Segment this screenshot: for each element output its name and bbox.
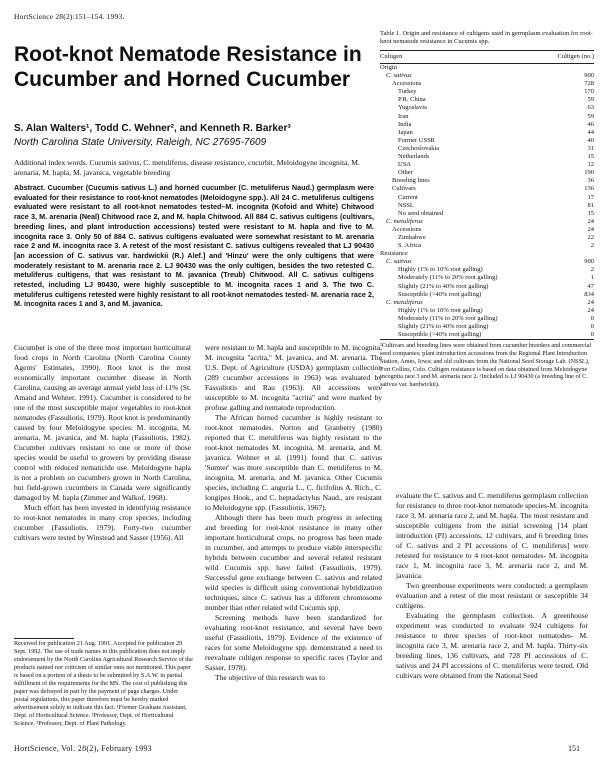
table-cell-value: 24 — [587, 217, 594, 225]
table-row — [380, 72, 594, 80]
table-row — [380, 137, 594, 145]
table-row — [380, 250, 594, 258]
table-cell-label: USA — [398, 161, 412, 169]
table-cell-label: C. metuliferus — [386, 217, 423, 225]
table-cell-label: Moderately (11% to 20% root galling) — [398, 274, 498, 282]
table-cell-label: Current — [398, 193, 418, 201]
table-row — [380, 64, 594, 72]
table-cell-value: 44 — [587, 128, 594, 136]
table-cell-label: India — [398, 120, 412, 128]
table-cell-value: 12 — [587, 161, 594, 169]
table-cell-value: 170 — [584, 88, 594, 96]
table-row — [380, 283, 594, 291]
table-cell-label: Yugoslavia — [398, 104, 427, 112]
table-row — [380, 194, 594, 202]
table-row — [380, 153, 594, 161]
table-cell-value: 190 — [584, 169, 594, 177]
author-list: S. Alan Walters¹, Todd C. Wehner², and Kenneth R. Barker³ — [14, 123, 291, 134]
table-cell-value: 2 — [590, 242, 594, 250]
table-cell-label: Origin — [380, 64, 397, 71]
table-row — [380, 234, 594, 242]
paragraph: The objective of this research was to — [215, 673, 325, 682]
table-1 — [380, 30, 594, 389]
table-cell-value: 0 — [590, 331, 594, 339]
table-cell-label: Other — [398, 169, 413, 177]
table-row — [380, 291, 594, 299]
paragraph: Two greenhouse experiments were conducted: a germplasm evaluation and a retest of the most resistant or susceptible 34 cultigens. — [396, 581, 588, 610]
table-row — [380, 258, 594, 266]
table-cell-label: No seed obtained — [398, 209, 444, 217]
article-title: Root-knot Nematode Resistance in Cucumber and Horned Cucumber — [14, 43, 362, 91]
footnotes: Received for publication 21 Aug. 1991. Accepted for publication 29 Sept. 1992. The use of trade names in this publication does not imply endorsement by the North Carolina Agricultural Research Service of the products named nor criticism of similar ones not mentioned. This paper is based on a portion of a thesis to be submitted by S.A.W. in partial fulfillment of the requirements for the MS. The cost of publishing this paper was defrayed in part by the payment of page charges. Under postal regulations, this paper therefore must be hereby marked advertisement solely to indicate this fact. ¹Former Graduate Assistant, Dept. of Horticultural Science. ²Professor, Dept. of Horticultural Science. ³Professor, Dept. of Plant Pathology. — [14, 640, 193, 727]
table-row — [380, 226, 594, 234]
table-cell-value: 22 — [587, 233, 594, 241]
paragraph: were resistant to M. hapla and susceptible to M. incognita, M. incognita "acrita," M. javanica, and M. arenaria. The U.S. Dept. of Agriculture (USDA) germplasm collection (289 cucumber accessions in 1963) was evaluated by Fassuliotis and Rau (1963). All accessions were susceptible to M. incognita "acrita" and were marked by profuse galling and nematode reproduction. — [205, 343, 382, 412]
table-cell-value: 24 — [587, 306, 594, 314]
paragraph: evaluate the C. sativus and C. metuliferus germplasm collection for resistance to three root-knot nematode species-M. incognita race 3, M. arenaria race 2, and M. hapla. The most resistant and susceptible cultigens from the initial screening [14 plant introduction (PI) accessions, 12 cultivars, and 6 breeding lines of C. sativus and 2 PI accessions of C. metuliferus] were retested for resistance to 4 root-knot nematodes- M. incognita race 1, M. incognita race 3, M. arenaria race 2, and M. javanica. — [396, 491, 588, 580]
table-cell-label: Turkey — [398, 88, 417, 96]
abstract: Abstract. Cucumber (Cucumis sativus L.) and horned cucumber (C. metuliferus Naud.) germplasm were evaluated for their resistance to root-knot nematodes (Meloidogyne spp.). All 24 C. metuliferus cultigens evaluated were resistant to all root-knot nematodes tested–M. incognita (Kofoid and White) Chitwood race 3, M. arenaria (Neal) Chitwood race 2, and M. hapla Chitwood. All 884 C. sativus cultigens (cultivars, breeding lines, and plant introduction accessions) tested were resistant to M. hapla and five to M. incognita race 3. Only 50 of 884 C. sativus cultigens evaluated were somewhat resistant to M. arenaria race 2 and M. incognita race 3. A retest of the most resistant C. sativus cultigens revealed that LJ 90430 [an accession of C. sativus var. hardwickii (R.) Alef.] and 'Hinzu' were the only cultigens that were moderately resistant to M. arenaria race 2. LJ 90430 was the only cultigen, besides the two retested C. metuliferus cultigens, that was resistant to M. javanica (Treub) Chitwood. All C. sativus cultigens retested, including LJ 90430, were highly susceptible to M. incognita races 1 and 3. The two C. metuliferus cultigens retested were highly resistant to all root-knot nematodes tested- M. arenaria race 2, M. incognita races 1 and 3, and M. javanica. — [14, 183, 374, 309]
table-cell-label: C. metuliferus — [386, 298, 423, 306]
table-cell-label: Netherlands — [398, 153, 430, 161]
table-cell-value: 136 — [584, 185, 594, 193]
table-cell-label: Slightly (21% to 40% root galling) — [398, 282, 489, 290]
table-cell-value: 24 — [587, 298, 594, 306]
table-row — [380, 121, 594, 129]
table-cell-value: 47 — [587, 282, 594, 290]
table-cell-label: C. sativus — [386, 258, 412, 266]
table-cell-value: 728 — [584, 80, 594, 88]
table-cell-value: 15 — [587, 209, 594, 217]
table-cell-value: 900 — [584, 72, 594, 80]
table-header-count: Cultigen (no.) — [557, 53, 594, 60]
table-cell-label: Susceptible (>40% root galling) — [398, 331, 482, 339]
table-cell-label: Resistance — [380, 250, 408, 258]
table-cell-value: 900 — [584, 258, 594, 266]
table-header — [380, 51, 594, 63]
paragraph: Cucumber is one of the three most important horticultural food crops in North Carolina (North Carolina County Agents' Estimates, 1990). Root knot is the most economically important cucumber disease in North Carolina, causing an average annual yield loss of 11% (St. Amand and Wehner, 1991). Cucumber is considered to be one of the most susceptible major vegetables to root-knot nematodes (Fassuliotis, 1979). Root knot is predominantly caused by four Meloidogyne species: M. incognita, M. arenaria, M. javanica, and M. hapla (Fassuliotis, 1982). Cucumber cultivars resistant to one or more of those species would be useful to growers by providing disease control with reduced nematicide use. Meloidogyne hapla is not a problem on cucumbers grown in North Carolina, but field-grown cucumbers in Canada were significantly damaged by M. hapla (Zimmer and Walkof, 1968). — [14, 343, 191, 502]
table-row — [380, 274, 594, 282]
affiliation: North Carolina State University, Raleigh, NC 27695-7609 — [14, 137, 267, 148]
table-cell-label: Iran — [398, 112, 409, 120]
paragraph: Much effort has been invested in identifying resistance to root-knot nematodes in many crop species, including cucumber (Fassuliotis, 1979). Forty-two cucumber cultivars were tested by Winstead and Sasser (1956). All — [14, 503, 191, 542]
table-row — [380, 169, 594, 177]
table-cell-value: 59 — [587, 96, 594, 104]
table-cell-label: Cultivars — [392, 185, 416, 193]
paragraph: Screening methods have been standardized for evaluating root-knot resistance, and several have been useful (Fassuliotis, 1979). Evidence of the existence of races for some Meloidogyne spp. demonstrated a need to reevaluate cultigen response to specific races (Taylor and Sasser, 1978). — [205, 613, 382, 672]
table-caption: Table 1. Origin and resistance of cultigens used in germplasm evaluation for root-knot nematode resistance in Cucumis spp. — [380, 30, 593, 45]
table-cell-value: 63 — [587, 104, 594, 112]
journal-header: HortScience 28(2):151–154. 1993. — [14, 12, 125, 21]
footnote-divider — [14, 638, 74, 639]
table-cell-label: Susceptible (>40% root galling) — [398, 290, 482, 298]
table-cell-value: 15 — [587, 153, 594, 161]
table-cell-label: C. sativus — [386, 72, 412, 80]
table-row — [380, 88, 594, 96]
table-cell-label: S. Africa — [398, 242, 422, 250]
paragraph: The African horned cucumber is highly resistant to root-knot nematodes. Norton and Granberry (1980) reported that C. metuliferus was highly resistant to the root-knot nematodes M. incognita, M. arenaria, and M. javanica. Wehner et al. (1991) found that C. sativus 'Sumter' was more susceptible than C. metuliferus to M. incognita, M. arenaria, and M. javanica. Other Cucumis species, including C. anguria L., C. ficifolius A. Rich., C. longipes Hook., and C. heptadactylus Naud., are resistant to Meloidogyne spp. (Fassuliotis, 1967). — [205, 413, 382, 512]
footer-journal: HortScience, Vol. 28(2), February 1993 — [14, 744, 152, 753]
table-cell-value: 1 — [590, 274, 594, 282]
paragraph: Evaluating the germplasm collection. A greenhouse experiment was conducted to evaluate 924 cultigens for resistance to three species of root-knot nematodes- M. incognita race 3, M. arenaria race 2, and M. hapla. Thirty-six breeding lines, 136 cultivars, and 728 PI accessions of C. sativus and 24 PI accessions of C. metuliferus were tested. Old cultivars were obtained from the National Seed — [396, 611, 588, 680]
table-cell-value: 36 — [587, 177, 594, 185]
table-cell-value — [564, 250, 594, 258]
table-cell-value: 59 — [587, 112, 594, 120]
table-cell-label: Breeding lines — [392, 177, 430, 185]
table-cell-label: Zimbabwe — [398, 233, 426, 241]
table-header-cultigen: Cultigen — [380, 53, 403, 60]
table-cell-label: Czechoslovakia — [398, 144, 440, 152]
table-cell-value: 0 — [590, 314, 594, 322]
table-row — [380, 185, 594, 193]
table-cell-label: Highly (1% to 10% root galling) — [398, 266, 483, 274]
page-number: 151 — [568, 744, 580, 753]
table-row — [380, 161, 594, 169]
index-words: Additional index words. Cucumis sativus, C. metuliferus, disease resistance, cucurbit, Meloidogyne incognita, M. arenaria, M. hapla, M. javanica, vegetable breeding — [14, 158, 360, 177]
table-row — [380, 104, 594, 112]
table-row — [380, 266, 594, 274]
table-cell-value: 24 — [587, 225, 594, 233]
body-column-2 — [205, 343, 382, 683]
table-cell-label: Japan — [398, 128, 413, 136]
body-column-3 — [396, 491, 588, 681]
table-row — [380, 218, 594, 226]
table-row — [380, 299, 594, 307]
table-cell-label: Former USSR — [398, 136, 436, 144]
table-cell-label: Slightly (21% to 40% root galling) — [398, 323, 489, 330]
table-cell-value: 2 — [590, 266, 594, 274]
table-notes: ²Cultivars and breeding lines were obtained from cucumber breeders and commercial seed companies; plant introduction accessions from the Regional Plant Introduction Station, Ames, Iowa; and old cultivars from the National Seed Storage Lab. (NSSL), Fort Collins, Colo. Cultigen resistance is based on data obtained from Meloidogyne incognita race 3 and M. arenaria race 2. ʸIncluded is LJ 90430 (a breeding line of C. sativus var. hardwickii). — [380, 342, 592, 389]
table-cell-label: NSSL — [398, 201, 414, 209]
table-row — [380, 96, 594, 104]
table-row — [380, 323, 594, 331]
table-cell-label: Highly (1% to 10% root galling) — [398, 306, 483, 314]
table-cell-label: Accessions — [392, 225, 422, 233]
table-row — [380, 202, 594, 210]
table-cell-label: Moderately (11% to 20% root galling) — [398, 314, 498, 322]
table-cell-value: 81 — [587, 201, 594, 209]
table-cell-value: 46 — [587, 120, 594, 128]
table-cell-value: 17 — [587, 193, 594, 201]
table-row — [380, 113, 594, 121]
table-row — [380, 315, 594, 323]
table-row — [380, 145, 594, 153]
table-cell-value: 31 — [587, 144, 594, 152]
table-cell-value — [564, 64, 594, 72]
table-row — [380, 331, 594, 339]
paragraph: Although there has been much progress in selecting and breeding for root-knot resistance in many other important horticultural crops, no progress has been made in cucumber, and attempts to produce viable interspecific hybrids between cucumber and several related resistant wild Cucumis spp. have failed (Fassuliotis, 1979). Successful gene exchange between C. sativus and related wild species is difficult using conventional hybridization techniques, since C. sativus has a different chromosome number than other related wild Cucumis spp. — [205, 513, 382, 612]
table-row — [380, 129, 594, 137]
table-row — [380, 80, 594, 88]
table-cell-value: 0 — [590, 323, 594, 330]
table-cell-value: 40 — [587, 136, 594, 144]
table-row — [380, 177, 594, 185]
table-cell-label: Accessions — [392, 80, 422, 88]
body-column-1 — [14, 343, 191, 543]
table-row — [380, 210, 594, 218]
table-row — [380, 242, 594, 250]
table-cell-value: 834 — [584, 290, 594, 298]
table-cell-label: P.R. China — [398, 96, 426, 104]
table-body — [380, 64, 594, 339]
table-rule-bottom — [380, 339, 594, 340]
table-row — [380, 307, 594, 315]
